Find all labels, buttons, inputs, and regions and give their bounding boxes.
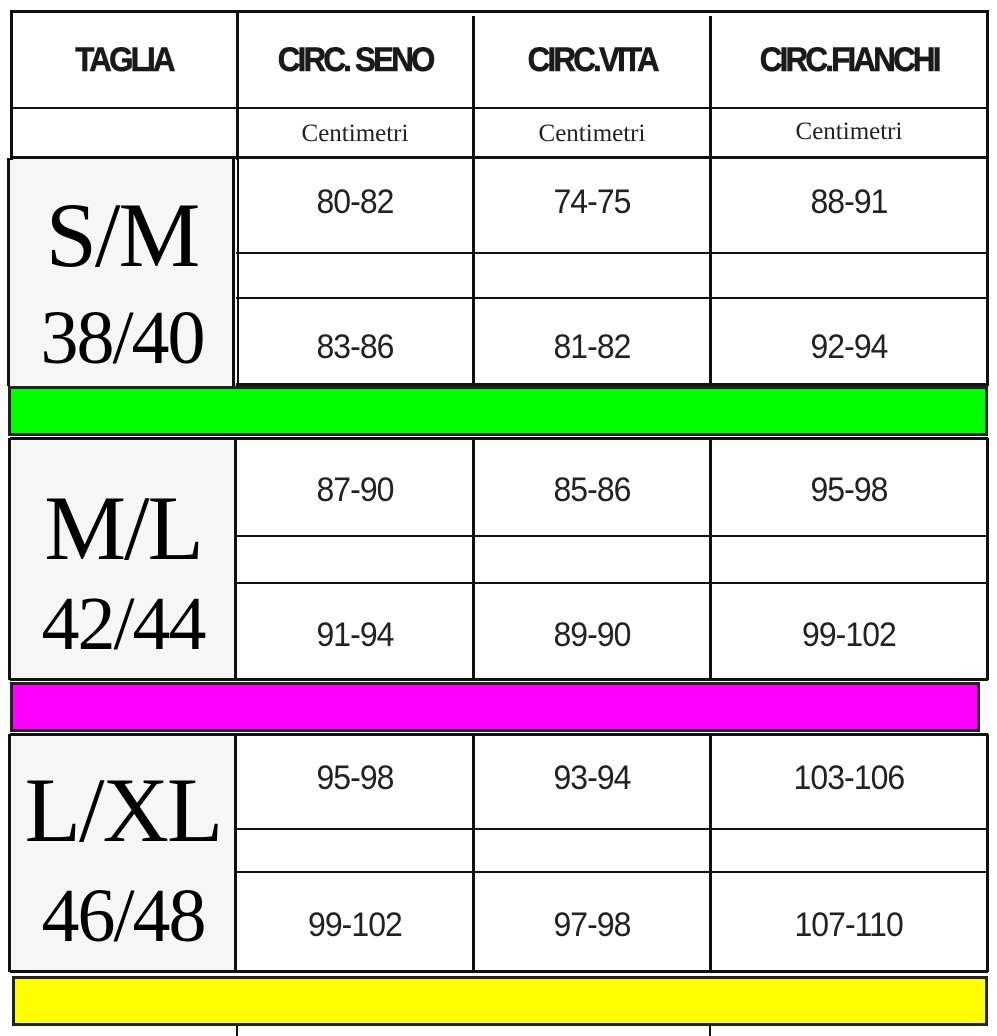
grid-line	[709, 16, 712, 160]
size-numbers-text: 38/40	[40, 298, 204, 378]
grid-line	[986, 438, 989, 680]
size-letters-text: S/M	[45, 188, 199, 282]
cell-bust	[238, 746, 472, 810]
grid-line	[986, 734, 989, 972]
grid-line	[10, 678, 988, 681]
cell-hips	[712, 603, 986, 667]
cell-bust	[238, 315, 472, 379]
unit-waist-label: Centimetri	[538, 120, 646, 147]
color-band-yellow	[12, 976, 988, 1026]
grid-line	[234, 438, 237, 680]
color-band-magenta	[10, 682, 980, 732]
size-label-sm	[10, 158, 234, 386]
value-bust: 83-86	[316, 327, 394, 366]
grid-line	[236, 1026, 238, 1036]
size-numbers-text: 46/48	[41, 874, 205, 958]
cell-hips	[712, 746, 986, 810]
grid-line	[232, 158, 235, 386]
size-numbers	[10, 582, 236, 666]
header-hips-label: CIRC.FIANCHI	[759, 40, 939, 79]
size-letters-text: L/XL	[24, 762, 222, 858]
cell-bust	[238, 458, 472, 522]
grid-line	[237, 158, 239, 386]
grid-line	[236, 252, 988, 254]
size-letters	[10, 188, 234, 282]
grid-line	[709, 1026, 711, 1036]
cell-bust	[238, 893, 472, 957]
grid-line	[472, 438, 475, 680]
value-waist: 85-86	[553, 470, 631, 509]
cell-waist	[474, 315, 710, 379]
grid-line	[10, 10, 13, 160]
value-bust: 95-98	[316, 758, 394, 797]
value-waist: 89-90	[553, 615, 631, 654]
grid-line	[10, 107, 988, 109]
color-band-green	[8, 386, 988, 436]
size-letters	[10, 480, 236, 576]
grid-line	[709, 734, 712, 972]
header-waist-label: CIRC.VITA	[527, 40, 657, 79]
value-waist: 97-98	[553, 905, 631, 944]
value-hips: 92-94	[810, 327, 888, 366]
grid-line	[236, 383, 988, 386]
grid-line	[709, 158, 712, 386]
grid-line	[10, 733, 988, 736]
unit-hips-label: Centimetri	[795, 118, 903, 145]
header-hips	[712, 12, 986, 108]
size-label-ml	[10, 440, 236, 678]
grid-line	[472, 16, 475, 160]
value-waist: 74-75	[553, 182, 631, 221]
cell-waist	[474, 603, 710, 667]
size-numbers-text: 42/44	[41, 582, 205, 666]
cell-waist	[474, 746, 710, 810]
value-bust: 99-102	[308, 905, 402, 944]
grid-line	[8, 734, 11, 972]
size-letters	[10, 762, 236, 858]
grid-line	[236, 582, 988, 584]
grid-line	[236, 535, 988, 537]
grid-line	[8, 438, 11, 680]
unit-waist	[474, 110, 710, 158]
grid-line	[10, 970, 988, 973]
cell-hips	[712, 458, 986, 522]
header-bust	[238, 12, 472, 108]
size-letters-text: M/L	[44, 480, 202, 576]
header-size	[12, 12, 236, 108]
grid-line	[472, 734, 475, 972]
cell-bust	[238, 170, 472, 234]
value-hips: 103-106	[793, 758, 905, 797]
value-bust: 80-82	[316, 182, 394, 221]
cell-waist	[474, 893, 710, 957]
size-numbers	[10, 298, 234, 378]
grid-line	[234, 734, 237, 972]
header-bust-label: CIRC. SENO	[277, 40, 433, 79]
cell-bust	[238, 603, 472, 667]
value-waist: 93-94	[553, 758, 631, 797]
unit-bust-label: Centimetri	[301, 120, 409, 147]
grid-line	[10, 156, 988, 159]
value-bust: 91-94	[316, 615, 394, 654]
cell-hips	[712, 315, 986, 379]
grid-line	[236, 297, 988, 299]
cell-waist	[474, 458, 710, 522]
size-label-lxl	[10, 736, 236, 972]
value-hips: 88-91	[810, 182, 888, 221]
unit-bust	[238, 110, 472, 158]
grid-line	[236, 871, 988, 873]
cell-hips	[712, 170, 986, 234]
grid-line	[236, 828, 988, 830]
grid-line	[986, 158, 989, 386]
grid-line	[10, 437, 988, 440]
grid-line	[236, 10, 239, 160]
value-waist: 81-82	[553, 327, 631, 366]
grid-line	[472, 158, 475, 386]
value-hips: 107-110	[794, 905, 904, 944]
grid-line	[10, 10, 988, 13]
grid-line	[709, 438, 712, 680]
header-waist	[474, 12, 710, 108]
value-hips: 95-98	[810, 470, 888, 509]
cell-hips	[712, 893, 986, 957]
size-numbers	[10, 874, 236, 958]
grid-line	[986, 10, 989, 160]
value-bust: 87-90	[316, 470, 394, 509]
header-size-label: TAGLIA	[75, 40, 173, 79]
value-hips: 99-102	[802, 615, 896, 654]
grid-line	[7, 158, 10, 386]
unit-hips	[712, 108, 986, 156]
cell-waist	[474, 170, 710, 234]
